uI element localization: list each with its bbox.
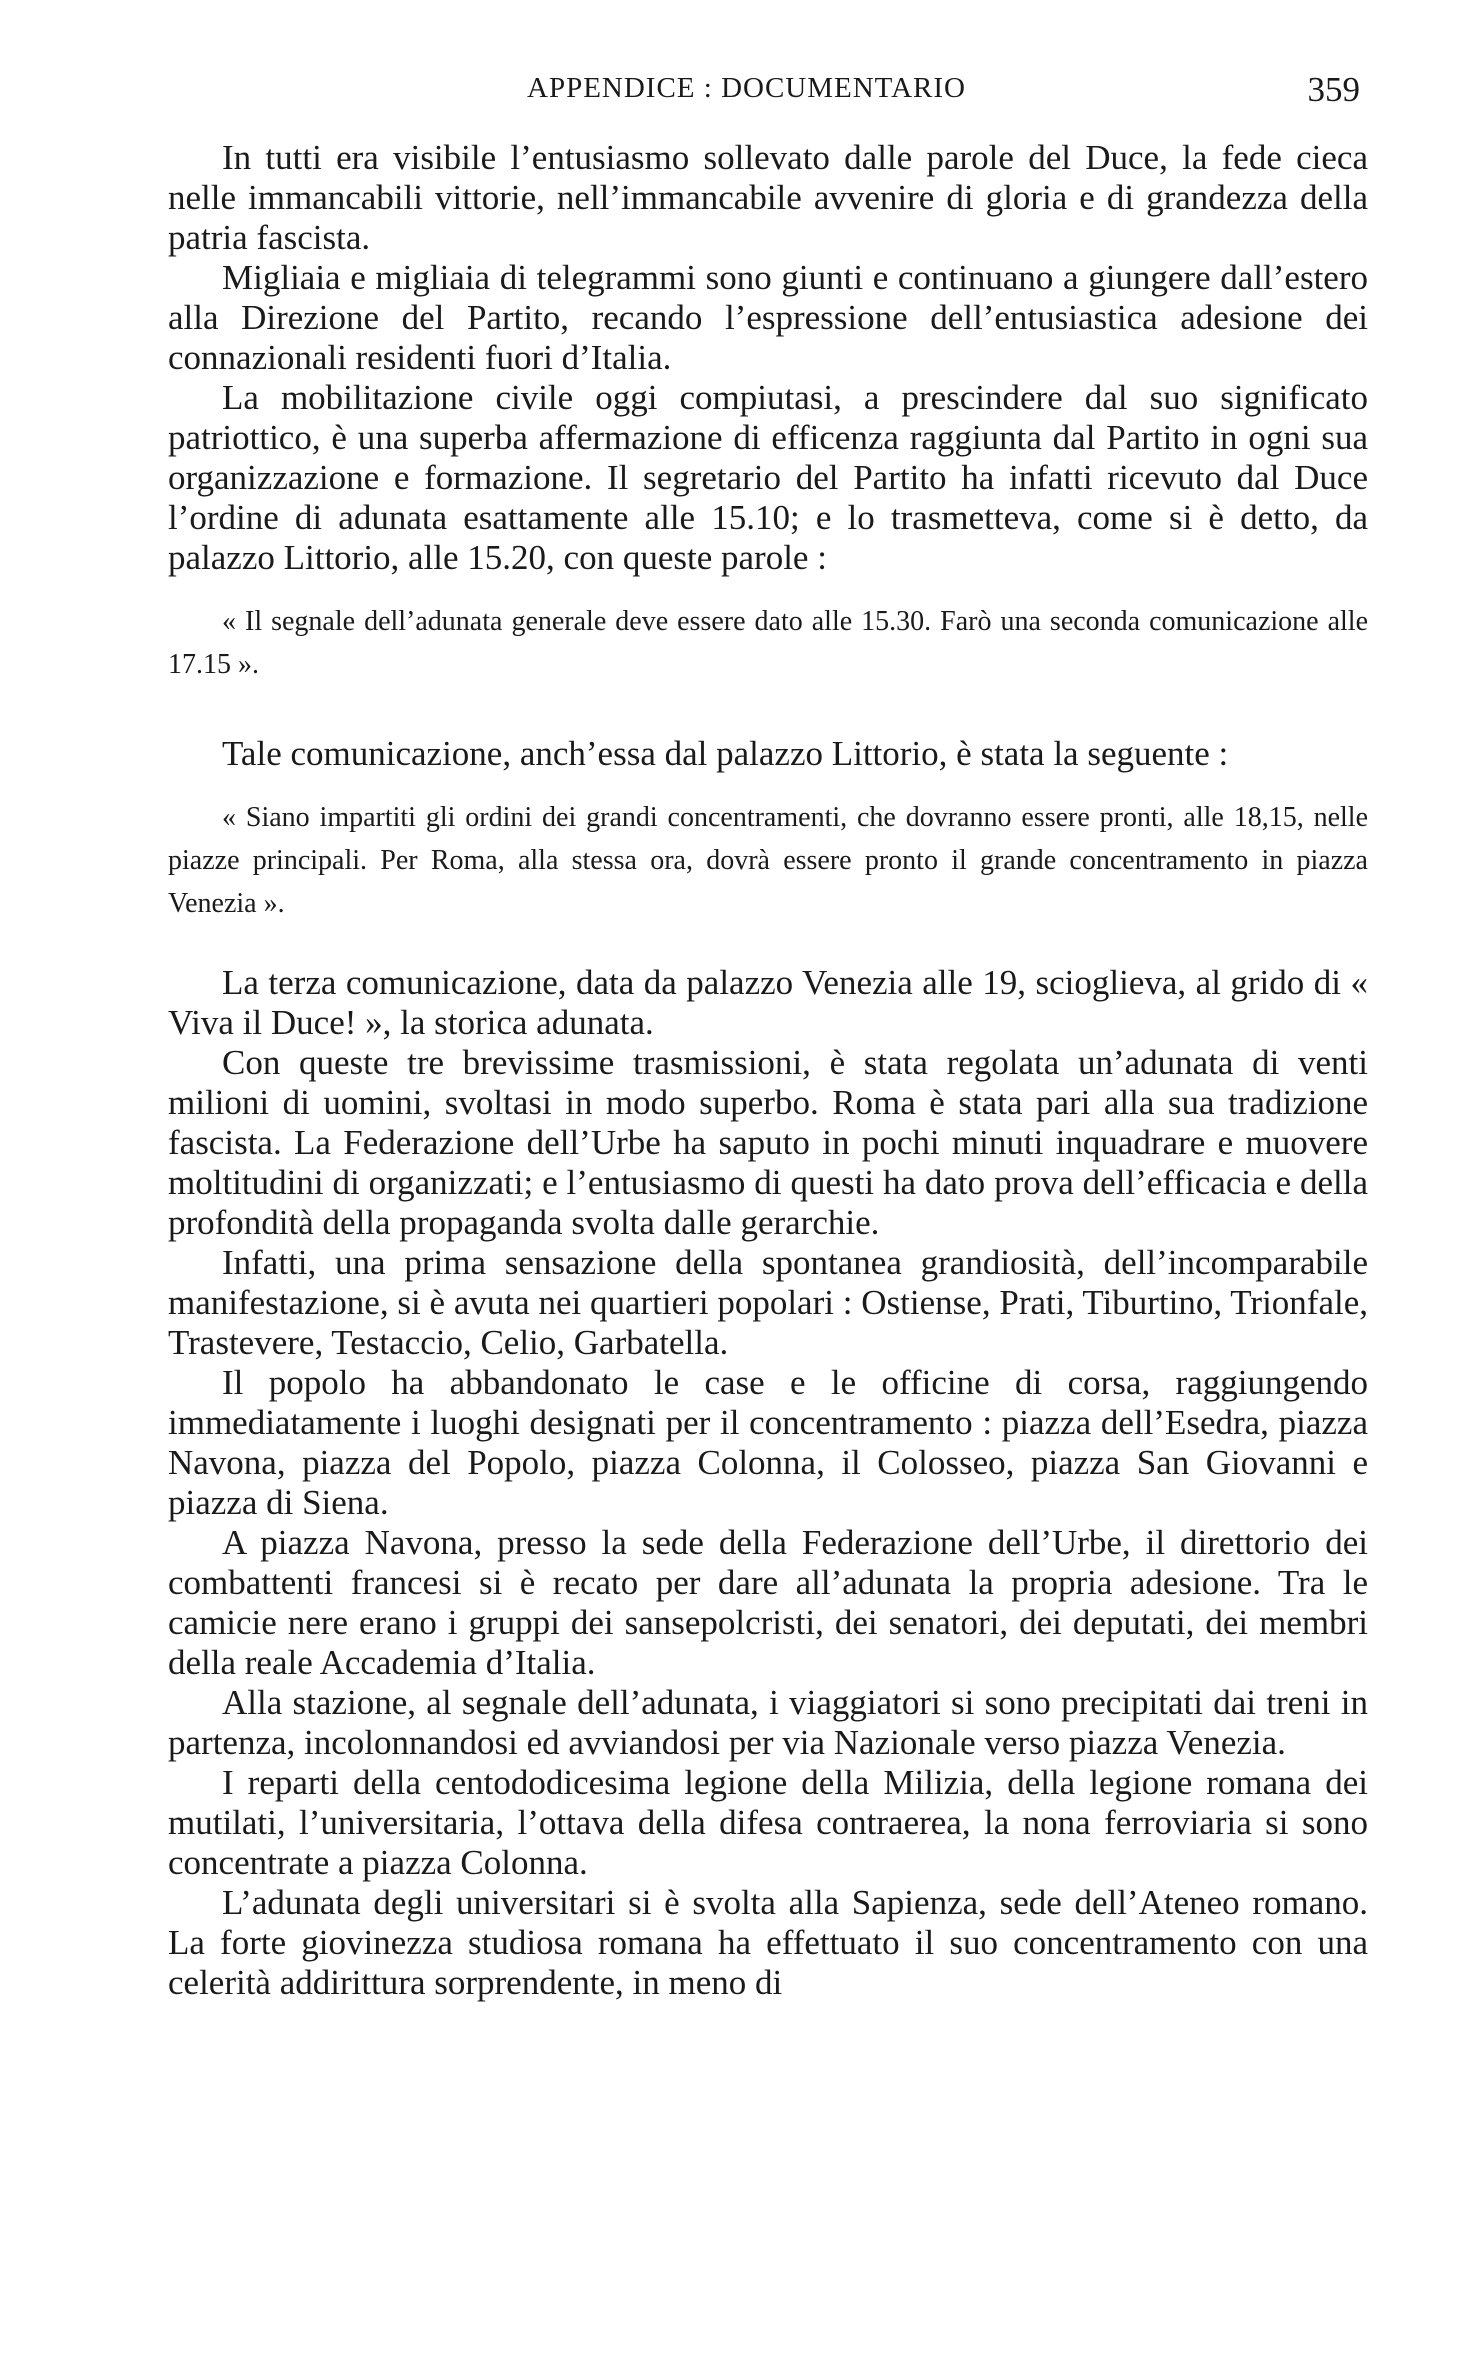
quote-2 — [168, 796, 1368, 925]
paragraph-8: Il popolo ha abbandonato le case e le officine di corsa, raggiungendo immediatamente i luoghi designati per il concentramento : piazza dell’Esedra, piazza Navona, piazza del Popolo, piazza Colonna, il Colosseo, piazza San Giovanni e piazza di Siena. — [168, 1363, 1368, 1522]
paragraph-2: Migliaia e migliaia di telegrammi sono giunti e continuano a giungere dall’estero alla Direzione del Partito, recando l’espressione dell’entusiastica adesione dei connazionali residenti fuori d’Italia. — [168, 258, 1368, 377]
page-number: 359 — [1307, 70, 1360, 109]
page-header — [222, 70, 1368, 120]
paragraph-4: Tale comunicazione, anch’essa dal palazzo Littorio, è stata la seguente : — [222, 734, 1229, 773]
paragraph-3: La mobilitazione civile oggi compiutasi, a prescindere dal suo significato patriottico, è una superba affermazione di efficenza raggiunta dal Partito in ogni sua organizzazione e formazione. Il segretario del Partito ha infatti ricevuto dal Duce l’ordine di adunata esattamente alle 15.10; e lo trasmetteva, come si è detto, da palazzo Littorio, alle 15.20, con queste parole : — [168, 378, 1368, 577]
body-text — [168, 138, 1368, 2003]
paragraph-1: In tutti era visibile l’entusiasmo sollevato dalle parole del Duce, la fede cieca nelle immancabili vittorie, nell’immancabile avvenire di gloria e di grandezza della patria fascista. — [168, 138, 1368, 257]
quote-1 — [168, 600, 1368, 686]
paragraph-12: L’adunata degli universitari si è svolta alla Sapienza, sede dell’Ateneo romano. La forte giovinezza studiosa romana ha effettuato il suo concentramento con una celerità addirittura sorprendente, in meno di — [168, 1883, 1368, 2002]
paragraph-11: I reparti della centododicesima legione della Milizia, della legione romana dei mutilati, l’universitaria, l’ottava della difesa contraerea, la nona ferroviaria si sono concentrate a piazza Colonna. — [168, 1763, 1368, 1882]
running-head: APPENDICE : DOCUMENTARIO — [527, 72, 966, 104]
paragraph-10: Alla stazione, al segnale dell’adunata, i viaggiatori si sono precipitati dai treni in partenza, incolonnandosi ed avviandosi per via Nazionale verso piazza Venezia. — [168, 1683, 1368, 1762]
paragraph-9: A piazza Navona, presso la sede della Federazione dell’Urbe, il direttorio dei combattenti francesi si è recato per dare all’adunata la propria adesione. Tra le camicie nere erano i gruppi dei sansepolcristi, dei senatori, dei deputati, dei membri della reale Accademia d’Italia. — [168, 1523, 1368, 1682]
paragraph-6: Con queste tre brevissime trasmissioni, è stata regolata un’adunata di venti milioni di uomini, svoltasi in modo superbo. Roma è stata pari alla sua tradizione fascista. La Federazione dell’Urbe ha saputo in pochi minuti inquadrare e muovere moltitudini di organizzati; e l’entusiasmo di questi ha dato prova dell’efficacia e della profondità della propaganda svolta dalle gerarchie. — [168, 1043, 1368, 1242]
paragraph-7: Infatti, una prima sensazione della spontanea grandiosità, dell’incomparabile manifestazione, si è avuta nei quartieri popolari : Ostiense, Prati, Tiburtino, Trionfale, Trastevere, Testaccio, Celio, Garbatella. — [168, 1243, 1368, 1362]
quote-1-text: « Il segnale dell’adunata generale deve essere dato alle 15.30. Farò una seconda comunicazione alle 17.15 ». — [168, 606, 1368, 680]
quote-2-text: « Siano impartiti gli ordini dei grandi concentramenti, che dovranno essere pronti, alle 18,15, nelle piazze principali. Per Roma, alla stessa ora, dovrà essere pronto il grande concentramento in piazza Venezia ». — [168, 802, 1368, 919]
paragraph-5: La terza comunicazione, data da palazzo Venezia alle 19, scioglieva, al grido di « Viva il Duce! », la storica adunata. — [168, 963, 1368, 1042]
